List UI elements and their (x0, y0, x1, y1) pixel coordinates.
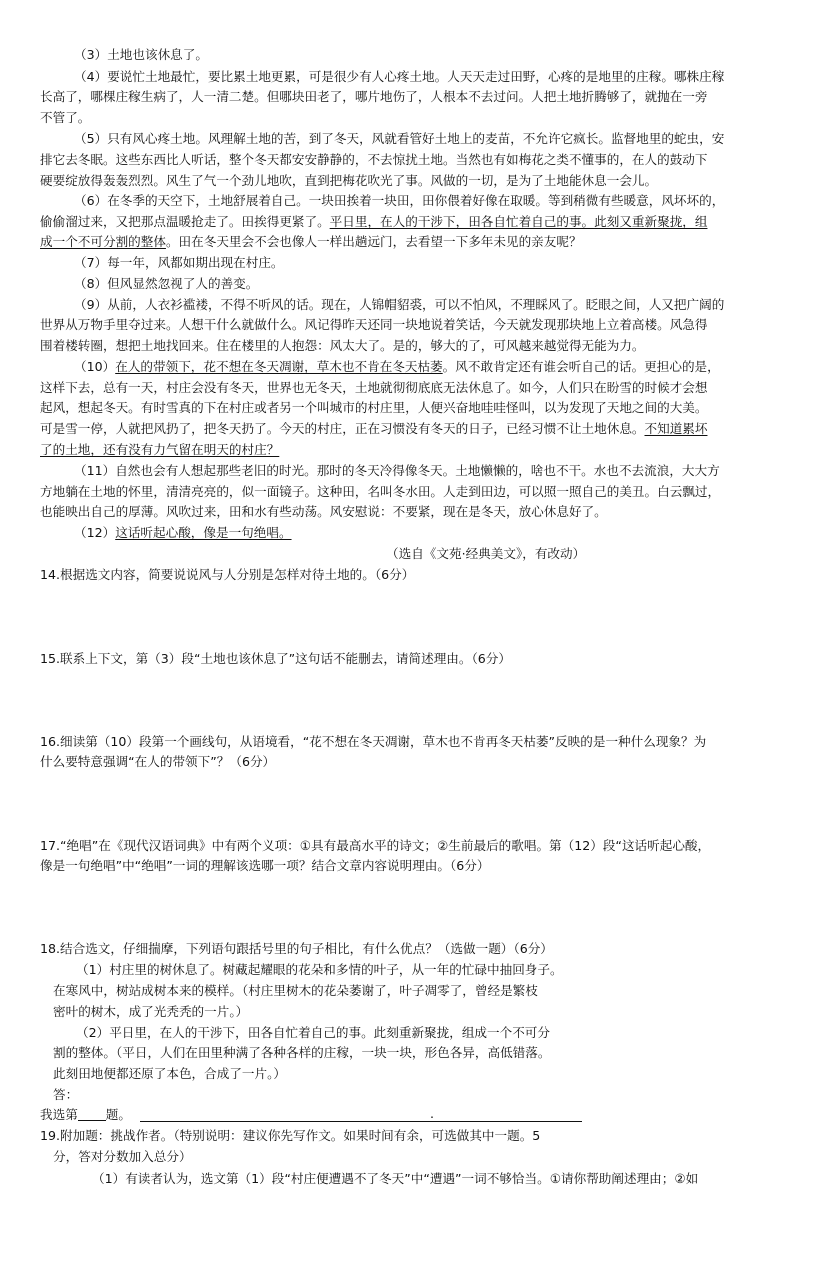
blank-dot: . (430, 1106, 435, 1121)
underlined-sentence-p6-cont: 成一个不可分割的整体 (40, 234, 166, 249)
para-11-line-1: （11）自然也会有人想起那些老旧的时光。那时的冬天冷得像冬天。土地懒懒的，啥也不干。水也不去流浪，大大方 (74, 463, 720, 478)
question-17-line-1: 17.“绝唱”在《现代汉语词典》中有两个义项：①具有最高水平的诗文；②生前最后的歌唱。第（12）段“这话听起心酸， (40, 838, 711, 853)
answer-choice-line: 我选第 题。 (40, 1107, 131, 1122)
para-10-line-4: 可是雪一停，人就把风扔了，把冬天扔了。今天的村庄，正在习惯没有冬天的日子，已经习惯不让土地休息。不知道累坏 (40, 421, 708, 436)
para-11-line-2: 方地躺在土地的怀里，清清亮亮的，似一面镜子。这种田，名叫冬水田。人走到田边，可以照一照自己的美丑。白云飘过， (40, 484, 721, 499)
para-5-line-2: 排它去冬眠。这些东西比人听话，整个冬天都安安静静的，不去惊扰土地。当然也有如梅花之类不懂事的，在人的鼓动下 (40, 152, 708, 167)
para-10-line-3: 起风，想起冬天。有时雪真的下在村庄或者另一个叫城市的村庄里，人便兴奋地哇哇怪叫，以为发现了天地之间的大美。 (40, 400, 708, 415)
para-9-line-3: 围着楼转圈，想把土地找回来。住在楼里的人抱怨：风太大了。是的，够大的了，可风越来越觉得无能为力。 (40, 338, 645, 353)
question-17-line-2: 像是一句绝唱”中“绝唱”一词的理解该选哪一项？结合文章内容说明理由。（6分） (40, 858, 490, 873)
question-16-line-2: 什么要特意强调“在人的带领下”？（6分） (40, 754, 276, 769)
para-9-line-2: 世界从万物手里夺过来。人想干什么就做什么。风记得昨天还同一块地说着笑话，今天就发现那块地上立着高楼。风急得 (40, 317, 708, 332)
question-18-option-2-line-2: 割的整体。（平日，人们在田里种满了各种各样的庄稼，一块一块，形色各异，高低错落。 (53, 1045, 551, 1060)
para-10-line-5 (40, 442, 279, 458)
para-5-line-1: （5）只有风心疼土地。风理解土地的苦，到了冬天，风就看管好土地上的麦苗，不允许它疯长。监督地里的蛇虫，安 (74, 131, 725, 146)
source-note: （选自《文苑·经典美文》，有改动） (386, 546, 586, 561)
question-14: 14.根据选文内容，简要说说风与人分别是怎样对待土地的。（6分） (40, 567, 415, 582)
underlined-sentence-p10-second: 不知道累坏 (644, 421, 708, 436)
question-16-line-1: 16.细读第（10）段第一个画线句，从语境看，“花不想在冬天凋谢，草木也不肯再冬天枯萎”反映的是一种什么现象？为 (40, 734, 707, 749)
question-18-option-1-line-3: 密叶的树木，成了光秃秃的一片。） (53, 1004, 249, 1019)
para-7: （7）每一年，风都如期出现在村庄。 (74, 255, 284, 270)
choice-number-blank[interactable] (78, 1107, 106, 1121)
question-18-option-1-line-2: 在寒风中，树站成树本来的模样。（村庄里树木的花朵萎谢了，叶子凋零了，曾经是繁枝 (53, 983, 538, 998)
para-4-line-2: 长高了，哪棵庄稼生病了，人一清二楚。但哪块田老了，哪片地伤了，人根本不去过问。人把土地折腾够了，就抛在一旁 (40, 89, 708, 104)
para-6-line-3: 成一个不可分割的整体。田在冬天里会不会也像人一样出趟远门，去看望一下多年未见的亲友呢？ (40, 234, 582, 249)
question-18-option-1-line-1: （1）村庄里的树休息了。树藏起耀眼的花朵和多情的叶子，从一年的忙碌中抽回身子。 (76, 962, 563, 977)
question-18-option-2-line-1: （2）平日里，在人的干涉下，田各自忙着自己的事。此刻重新聚拢，组成一个不可分 (76, 1025, 550, 1040)
question-19-line-3: （1）有读者认为，选文第（1）段“村庄便遭遇不了冬天”中“遭遇”一词不够恰当。①请你帮助阐述理由；②如 (92, 1171, 699, 1186)
para-8: （8）但风显然忽视了人的善变。 (74, 276, 259, 291)
para-3: （3）土地也该休息了。 (74, 47, 208, 62)
question-19-line-1: 19.附加题：挑战作者。（特别说明：建议你先写作文。如果时间有余，可选做其中一题。5 (40, 1128, 541, 1143)
underlined-sentence-p10-second-cont: 了的土地，还有没有力气留在明天的村庄？ (40, 442, 280, 457)
underlined-sentence-p10-first: 在人的带领下，花不想在冬天凋谢，草木也不肯在冬天枯萎 (115, 359, 443, 374)
para-6-line-1: （6）在冬季的天空下，土地舒展着自己。一块田挨着一块田，田你偎着好像在取暖。等到稍微有些暖意，风坏坏的， (74, 193, 725, 208)
para-9-line-1: （9）从前，人衣衫褴褛，不得不听风的话。现在，人锦帽貂裘，可以不怕风，不理睬风了。眨眼之间，人又把广阔的 (74, 297, 725, 312)
answer-blank-line[interactable] (140, 1121, 582, 1122)
para-12: （12）这话听起心酸，像是一句绝唱。 (74, 525, 292, 540)
question-19-line-2: 分，答对分数加入总分） (53, 1149, 192, 1164)
question-15: 15.联系上下文，第（3）段“土地也该休息了”这句话不能删去，请简述理由。（6分） (40, 651, 511, 666)
para-4-line-3: 不管了。 (40, 110, 91, 125)
underlined-sentence-p6: 平日里，在人的干涉下，田各自忙着自己的事。此刻又重新聚拢，组 (329, 214, 708, 229)
para-11-line-3: 也能映出自己的厚薄。风吹过来，田和水有些动荡。风安慰说：不要紧，现在是冬天，放心休息好了。 (40, 504, 607, 519)
question-18-heading: 18.结合选文，仔细揣摩，下列语句跟括号里的句子相比，有什么优点？（选做一题）（6分） (40, 941, 553, 956)
para-5-line-3: 硬要绽放得轰轰烈烈。风生了气一个劲儿地吹，直到把梅花吹光了事。风做的一切，是为了土地能休息一会儿。 (40, 173, 658, 188)
para-6-line-2: 偷偷溜过来，又把那点温暖抢走了。田挨得更紧了。平日里，在人的干涉下，田各自忙着自己的事。此刻又重新聚拢，组 (40, 214, 708, 229)
answer-label: 答： (53, 1087, 79, 1102)
question-18-option-2-line-3: 此刻田地便都还原了本色，合成了一片。） (53, 1066, 286, 1081)
para-4-line-1: （4）要说忙土地最忙，要比累土地更累，可是很少有人心疼土地。人天天走过田野，心疼的是地里的庄稼。哪株庄稼 (74, 69, 725, 84)
underlined-sentence-p12: 这话听起心酸，像是一句绝唱。 (115, 525, 292, 540)
para-10-line-1: （10）在人的带领下，花不想在冬天凋谢，草木也不肯在冬天枯萎。风不敢肯定还有谁会听自己的话。更担心的是， (74, 359, 720, 374)
para-10-line-2: 这样下去，总有一天，村庄会没有冬天，世界也无冬天，土地就彻彻底底无法休息了。如今，人们只在盼雪的时候才会想 (40, 380, 708, 395)
